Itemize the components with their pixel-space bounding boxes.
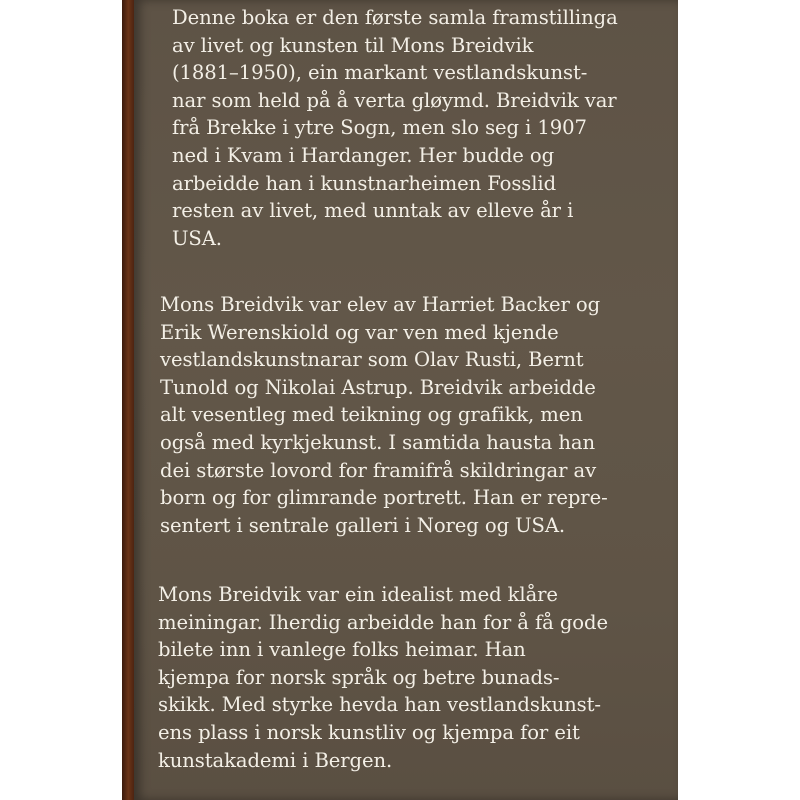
blurb-paragraph-1: Denne boka er den første samla framstillinga av livet og kunsten til Mons Breidvik (1881–1950), ein markant vestlandskunst- nar som held på å verta gløymd. Breidvik var frå Brekke i ytre Sogn, men slo seg i 1907 ned i Kvam i Hardanger. Her budde og arbeidde han i kunstnarheimen Fosslid resten av livet, med unntak av elleve år i USA. [172,6,618,250]
blurb-paragraph-3: Mons Breidvik var ein idealist med klåre meiningar. Iherdig arbeidde han for å få gode bilete inn i vanlege folks heimar. Han kjempa for norsk språk og betre bunads- skikk. Med styrke hevda han vestlandskunst- ens plass i norsk kunstliv og kjempa for eit kunstakademi i Bergen. [158,583,608,772]
blurb-paragraph-2: Mons Breidvik var elev av Harriet Backer og Erik Werenskiold og var ven med kjende vestlandskunstnarar som Olav Rusti, Bernt Tunold og Nikolai Astrup. Breidvik arbeidde alt vesentleg med teikning og grafikk, men også med kyrkjekunst. I samtida hausta han dei største lovord for framifrå skildringar av born og for glimrande portrett. Han er repre- sentert i sentrale galleri i Noreg og USA. [160,293,608,537]
